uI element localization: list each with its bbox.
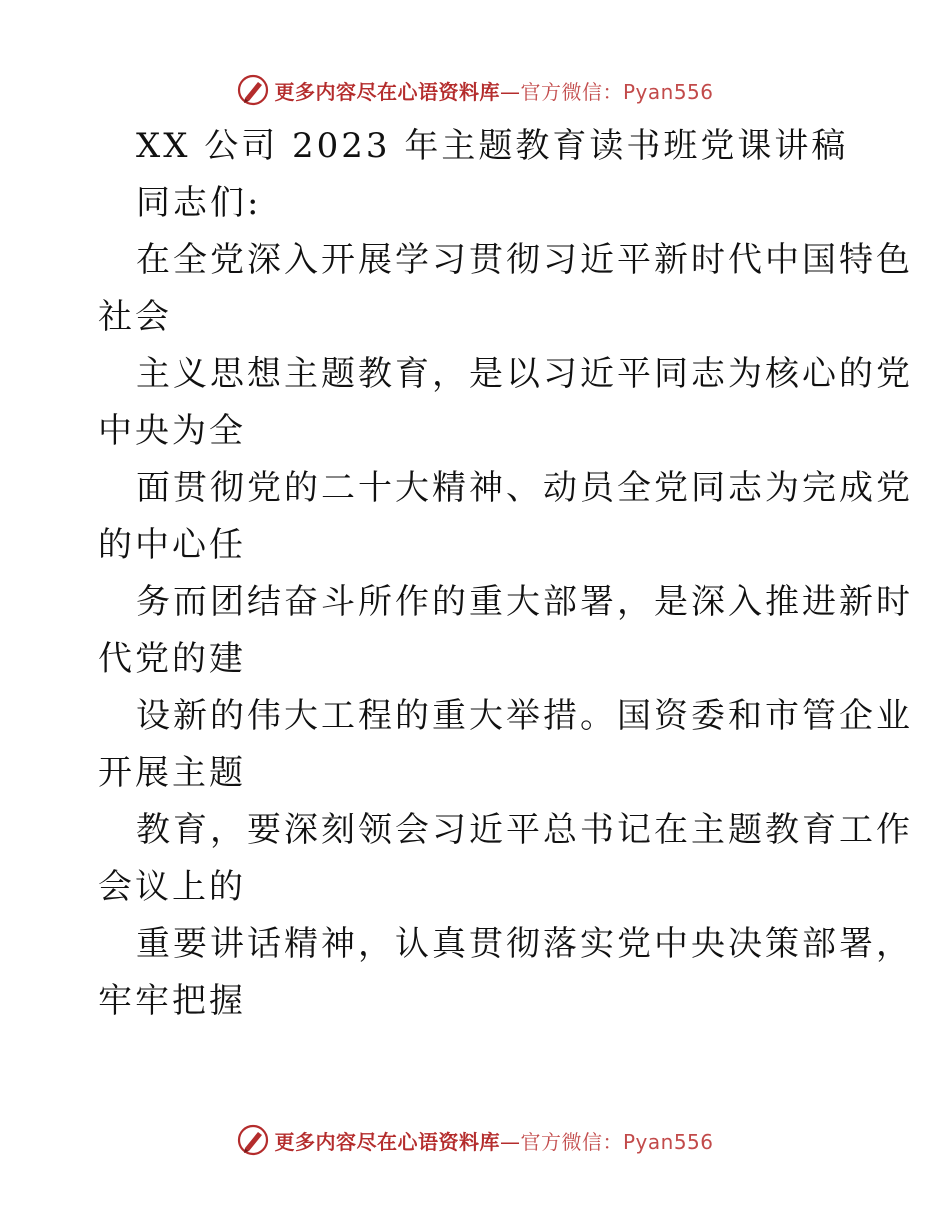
text-line: 开展主题 bbox=[98, 753, 246, 793]
text-line: 面贯彻党的二十大精神、动员全党同志为完成党 bbox=[136, 468, 913, 508]
watermark-separator: — bbox=[499, 1129, 521, 1154]
pen-logo-icon bbox=[236, 73, 270, 107]
text-line: 重要讲话精神，认真贯彻落实党中央决策部署， bbox=[136, 924, 913, 964]
watermark-text bbox=[274, 76, 713, 105]
watermark-account: Pyan556 bbox=[622, 79, 714, 104]
watermark-main: 更多内容尽在心语资料库 bbox=[274, 1129, 500, 1154]
text-line: 中央为全 bbox=[98, 411, 246, 451]
text-line: 牢牢把握 bbox=[98, 981, 246, 1021]
watermark-sub: 官方微信： bbox=[520, 1129, 623, 1154]
footer-watermark bbox=[0, 1120, 950, 1160]
document-body bbox=[98, 118, 913, 1030]
watermark-sub: 官方微信： bbox=[520, 79, 623, 104]
document-title: XX 公司 2023 年主题教育读书班党课讲稿 bbox=[136, 126, 849, 166]
text-line: 在全党深入开展学习贯彻习近平新时代中国特色 bbox=[136, 240, 913, 280]
text-line: 教育，要深刻领会习近平总书记在主题教育工作 bbox=[136, 810, 913, 850]
watermark-separator: — bbox=[499, 79, 521, 104]
header-watermark bbox=[0, 70, 950, 110]
text-line: 会议上的 bbox=[98, 867, 246, 907]
text-line: 务而团结奋斗所作的重大部署，是深入推进新时 bbox=[136, 582, 913, 622]
text-line: 同志们: bbox=[136, 183, 262, 223]
pen-logo-icon bbox=[236, 1123, 270, 1157]
watermark-account: Pyan556 bbox=[622, 1129, 714, 1154]
watermark-main: 更多内容尽在心语资料库 bbox=[274, 79, 500, 104]
text-line: 的中心任 bbox=[98, 525, 246, 565]
watermark-text bbox=[274, 1126, 713, 1155]
text-line: 设新的伟大工程的重大举措。国资委和市管企业 bbox=[136, 696, 913, 736]
text-line: 主义思想主题教育，是以习近平同志为核心的党 bbox=[136, 354, 913, 394]
text-line: 代党的建 bbox=[98, 639, 246, 679]
text-line: 社会 bbox=[98, 297, 172, 337]
